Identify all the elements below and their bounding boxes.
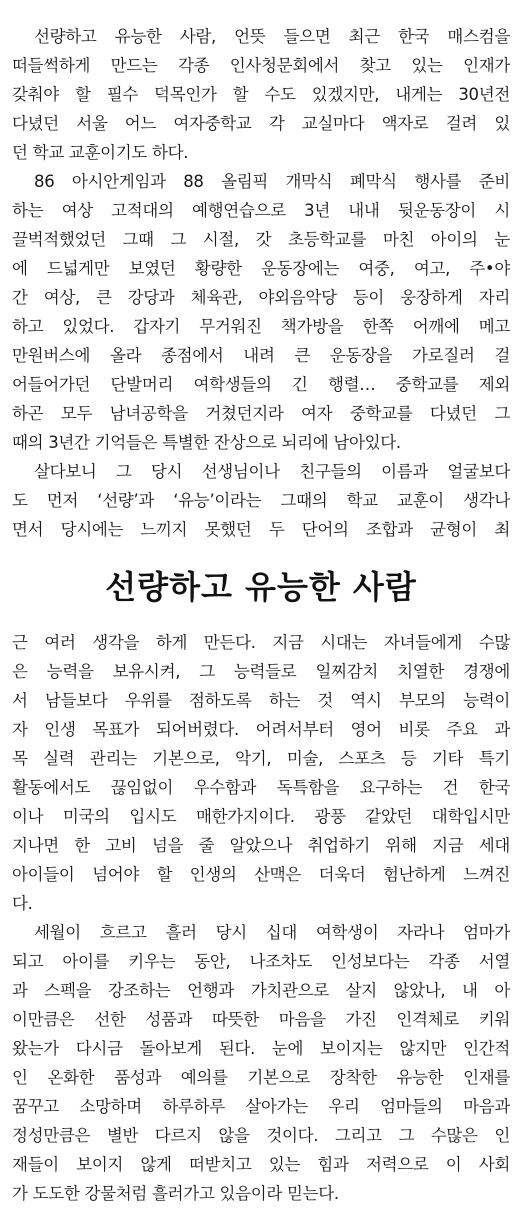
text-line: 목 실력 관리는 기본으로, 악기, 미술, 스포츠 등 기타 특기: [12, 749, 510, 768]
text-line: 떠들썩하게 만드는 각종 인사청문회에서 찾고 있는 인재가: [12, 56, 510, 75]
text-line: 가 도도한 강물처럼 흘러가고 있음이라 믿는다.: [12, 1184, 339, 1203]
article-body-top: [12, 22, 510, 544]
text-line: 살다보니 그 당시 선생님이나 친구들의 이름과 얼굴보다: [34, 462, 510, 481]
text-line: 세월이 흐르고 흘러 당시 십대 여학생이 자라나 엄마가: [34, 923, 510, 942]
text-line: 이만큼은 선한 성품과 따뜻한 마음을 가진 인격체로 키워: [12, 1010, 510, 1029]
text-line: 활동에서도 끊임없이 우수함과 독특함을 요구하는 건 한국: [12, 778, 510, 797]
text-line: 86 아시안게임과 88 올림픽 개막식 폐막식 행사를 준비: [34, 172, 510, 191]
text-line: 되고 아이를 키우는 동안, 나조차도 인성보다는 각종 서열: [12, 952, 510, 971]
text-line: 선량하고 유능한 사람, 언뜻 들으면 최근 한국 매스컴을: [34, 27, 510, 46]
article-body-bottom: [12, 628, 510, 1208]
text-line: 때의 3년간 기억들은 특별한 잔상으로 뇌리에 남아있다.: [12, 433, 401, 452]
text-line: 갖춰야 할 필수 덕목인가 할 수도 있겠지만, 내게는 30년전: [12, 85, 510, 104]
text-line: 던 학교 교훈이기도 하다.: [12, 143, 189, 162]
text-line: 하는 여상 고적대의 예행연습으로 3년 내내 뒷운동장이 시: [12, 201, 510, 220]
text-line: 아이들이 넘어야 할 인생의 산맥은 더욱더 험난하게 느껴진: [12, 865, 510, 884]
text-line: 자 인생 목표가 되어버렸다. 어려서부터 영어 비롯 주요 과: [12, 720, 510, 739]
text-line: 하고 있었다. 갑자기 무거워진 책가방을 한쪽 어깨에 메고: [12, 317, 510, 336]
text-line: 꿈꾸고 소망하며 하루하루 살아가는 우리 엄마들의 마음과: [12, 1097, 510, 1116]
text-line: 다.: [12, 894, 33, 913]
text-line: 도 먼저 ‘선량’과 ‘유능’이라는 그때의 학교 교훈이 생각나: [12, 491, 510, 510]
text-line: 간 여상, 큰 강당과 체육관, 야외음악당 등이 웅장하게 자리: [12, 288, 510, 307]
text-line: 과 스펙을 강조하는 언행과 가치관으로 살지 않았나, 내 아: [12, 981, 510, 1000]
text-line: 왔는가 다시금 돌아보게 된다. 눈에 보이지는 않지만 인간적: [12, 1039, 510, 1058]
text-line: 에 드넓게만 보였던 황량한 운동장에는 여중, 여고, 주•야: [12, 259, 510, 278]
text-line: 면서 당시에는 느끼지 못했던 두 단어의 조합과 균형이 최: [12, 520, 510, 539]
text-line: 하곤 모두 남녀공학을 거쳤던지라 여자 중학교를 다녔던 그: [12, 404, 510, 423]
text-line: 어들어가던 단발머리 여학생들의 긴 행렬… 중학교를 제외: [12, 375, 510, 394]
text-line: 재들이 보이지 않게 떠받치고 있는 힘과 저력으로 이 사회: [12, 1155, 510, 1174]
text-line: 다녔던 서울 어느 여자중학교 각 교실마다 액자로 걸려 있: [12, 114, 510, 133]
text-line: 인 온화한 품성과 예의를 기본으로 장착한 유능한 인재를: [12, 1068, 510, 1087]
text-line: 끌벅적했었던 그때 그 시절, 갓 초등학교를 마친 아이의 눈: [12, 230, 510, 249]
text-line: 이나 미국의 입시도 매한가지이다. 광풍 같았던 대학입시만: [12, 807, 510, 826]
text-line: 근 여러 생각을 하게 만든다. 지금 시대는 자녀들에게 수많: [12, 633, 510, 652]
text-line: 은 능력을 보유시켜, 그 능력들로 일찌감치 치열한 경쟁에: [12, 662, 510, 681]
text-line: 정성만큼은 별반 다르지 않을 것이다. 그리고 그 수많은 인: [12, 1126, 510, 1145]
text-line: 만원버스에 올라 종점에서 내려 큰 운동장을 가로질러 걸: [12, 346, 510, 365]
text-line: 지나면 한 고비 넘을 줄 알았으나 취업하기 위해 지금 세대: [12, 836, 510, 855]
text-line: 서 남들보다 우위를 점하도록 하는 것 역시 부모의 능력이: [12, 691, 510, 710]
pull-quote: 선량하고 유능한 사람: [105, 568, 417, 606]
